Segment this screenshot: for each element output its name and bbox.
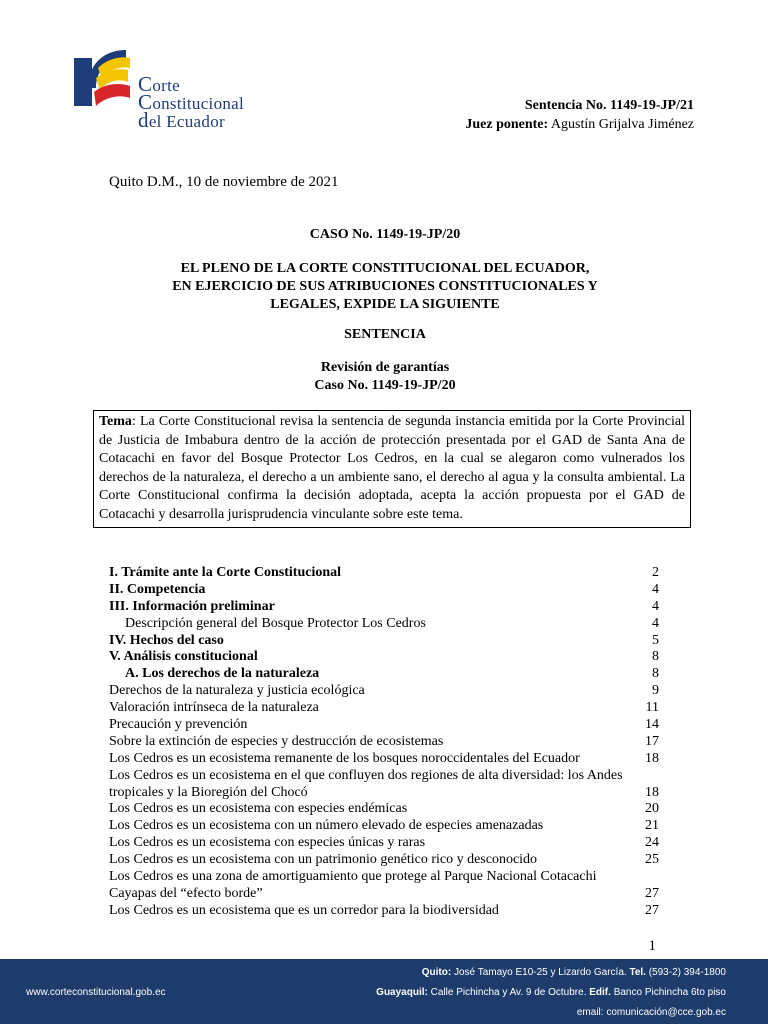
toc-entry-page: 18 bbox=[645, 750, 659, 766]
caso-title: CASO No. 1149-19-JP/20 bbox=[309, 227, 461, 242]
toc-entry[interactable] bbox=[109, 768, 659, 802]
toc-entry-page: 24 bbox=[645, 835, 659, 851]
toc-entry-title: II. Competencia bbox=[109, 581, 206, 597]
footer-quito-address: José Tamayo E10-25 y Lizardo García. bbox=[453, 967, 627, 978]
toc-entry-page: 9 bbox=[652, 683, 659, 699]
footer-bar bbox=[0, 959, 768, 1024]
footer-edif-label: Edif. bbox=[589, 987, 611, 998]
toc-entry[interactable] bbox=[109, 717, 659, 734]
toc-entry-title: Los Cedros es un ecosistema con especies endémicas bbox=[109, 801, 408, 817]
toc-entry[interactable] bbox=[109, 801, 659, 818]
toc-entry[interactable] bbox=[109, 818, 659, 835]
footer-tel-label: Tel. bbox=[629, 967, 646, 978]
toc-entry[interactable] bbox=[109, 633, 659, 650]
footer-email[interactable]: email: comunicación@cce.gob.ec bbox=[576, 1007, 726, 1018]
toc-entry[interactable] bbox=[109, 649, 659, 666]
toc-entry[interactable] bbox=[109, 683, 659, 700]
footer-quito-label: Quito: bbox=[421, 967, 452, 978]
toc-entry[interactable] bbox=[109, 835, 659, 852]
toc-entry[interactable] bbox=[109, 582, 659, 599]
toc-entry-page: 5 bbox=[652, 632, 659, 648]
toc-entry[interactable] bbox=[109, 700, 659, 717]
toc-entry-title: Los Cedros es un ecosistema con especies únicas y raras bbox=[109, 835, 426, 851]
sentencia-number: Sentencia No. 1149-19-JP/21 bbox=[524, 98, 694, 113]
toc-entry-title: Los Cedros es un ecosistema con un patrimonio genético rico y desconocido bbox=[109, 852, 538, 868]
toc-entry-title: Descripción general del Bosque Protector Los Cedros bbox=[125, 615, 426, 631]
footer-edif: Banco Pichincha 6to piso bbox=[613, 987, 726, 998]
toc-entry-title: Valoración intrínseca de la naturaleza bbox=[109, 700, 319, 716]
sentencia-title: SENTENCIA bbox=[344, 327, 426, 342]
footer-website-link[interactable]: www.corteconstitucional.gob.ec bbox=[26, 987, 166, 998]
pleno-line-1: EL PLENO DE LA CORTE CONSTITUCIONAL DEL ECUADOR, bbox=[180, 261, 590, 276]
toc-entry[interactable] bbox=[109, 616, 659, 633]
toc-entry-page: 20 bbox=[645, 801, 659, 817]
logo-line-1: Corte bbox=[138, 72, 180, 96]
footer-guayaquil-address: Calle Pichincha y Av. 9 de Octubre. bbox=[430, 987, 587, 998]
toc-entry-title: I. Trámite ante la Corte Constitucional bbox=[109, 565, 342, 580]
toc-entry-page: 27 bbox=[645, 902, 659, 918]
toc-entry-title: Los Cedros es un ecosistema en el que confluyen dos regiones de alta diversidad: los Andes tropicales y la Bioregión del Chocó bbox=[109, 767, 623, 800]
toc-entry[interactable] bbox=[109, 734, 659, 751]
footer-tel: (593-2) 394-1800 bbox=[648, 967, 726, 978]
revision-line-2: Caso No. 1149-19-JP/20 bbox=[314, 378, 456, 393]
pleno-line-3: LEGALES, EXPIDE LA SIGUIENTE bbox=[270, 297, 500, 312]
toc-entry-page: 17 bbox=[645, 733, 659, 749]
juez-ponente bbox=[465, 115, 694, 134]
tema-label: Tema bbox=[99, 414, 132, 429]
toc-entry-title: Los Cedros es un ecosistema remanente de los bosques noroccidentales del Ecuador bbox=[109, 750, 580, 766]
court-logo bbox=[74, 48, 294, 138]
toc-entry-title: Los Cedros es un ecosistema que es un corredor para la biodiversidad bbox=[109, 902, 499, 918]
toc-entry-page: 4 bbox=[652, 581, 659, 597]
toc-entry-page: 11 bbox=[645, 700, 659, 716]
toc-entry-title: A. Los derechos de la naturaleza bbox=[125, 666, 320, 682]
logo-line-2: Constitucional bbox=[138, 90, 245, 114]
pleno-heading bbox=[100, 260, 670, 314]
juez-label: Juez ponente: bbox=[465, 117, 549, 132]
page-number: 1 bbox=[648, 938, 656, 954]
toc-entry-page: 4 bbox=[652, 615, 659, 631]
toc-entry-page: 8 bbox=[652, 649, 659, 665]
toc-entry[interactable] bbox=[109, 852, 659, 869]
revision-line-1: Revisión de garantías bbox=[320, 360, 450, 375]
tema-text: : La Corte Constitucional revisa la sentencia de segunda instancia emitida por la Corte Provincial de Justicia de Imbabura dentro de la acción de protección presentada por el GAD de Santa Ana de Cotacachi en favor del Bosque Protector Los Cedros, en la cual se alegaron como vulnerados los derechos de la naturaleza, el derecho a un ambiente sano, el derecho al agua y la consulta ambiental. La Corte Constitucional confirma la decisión adoptada, acepta la acción propuesta por el GAD de Cotacachi y desarrolla jurisprudencia vinculante sobre este tema. bbox=[99, 414, 685, 522]
juez-name: Agustín Grijalva Jiménez bbox=[550, 117, 694, 132]
toc-entry[interactable] bbox=[109, 869, 659, 903]
toc-entry-page: 21 bbox=[645, 818, 659, 834]
toc-entry[interactable] bbox=[109, 565, 659, 582]
sentencia-reference bbox=[465, 96, 694, 134]
toc-entry-page: 14 bbox=[645, 717, 659, 733]
footer-guayaquil-line bbox=[376, 987, 726, 998]
toc-entry-page: 8 bbox=[652, 666, 659, 682]
toc-entry-title: Derechos de la naturaleza y justicia ecológica bbox=[109, 683, 365, 699]
toc-entry-title: Sobre la extinción de especies y destrucción de ecosistemas bbox=[109, 733, 444, 749]
toc-entry[interactable] bbox=[109, 751, 659, 768]
toc-entry-title: Los Cedros es una zona de amortiguamiento que protege al Parque Nacional Cotacachi Cayapas del “efecto borde” bbox=[109, 869, 597, 901]
pleno-line-2: EN EJERCICIO DE SUS ATRIBUCIONES CONSTITUCIONALES Y bbox=[172, 279, 598, 294]
table-of-contents bbox=[109, 565, 659, 920]
toc-entry-title: III. Información preliminar bbox=[109, 598, 275, 614]
toc-entry-page: 25 bbox=[645, 852, 659, 868]
toc-entry-page: 2 bbox=[652, 565, 659, 580]
logo-line-3: del Ecuador bbox=[138, 108, 225, 132]
court-emblem-icon bbox=[74, 48, 144, 118]
toc-entry-title: Precaución y prevención bbox=[109, 717, 248, 733]
toc-entry-page: 4 bbox=[652, 598, 659, 614]
toc-entry[interactable] bbox=[109, 903, 659, 920]
footer-guayaquil-label: Guayaquil: bbox=[376, 987, 428, 998]
toc-entry-title: V. Análisis constitucional bbox=[109, 649, 258, 665]
toc-entry[interactable] bbox=[109, 666, 659, 683]
toc-entry-page: 27 bbox=[645, 885, 659, 901]
toc-entry[interactable] bbox=[109, 599, 659, 616]
tema-summary-box bbox=[93, 410, 691, 528]
document-date: Quito D.M., 10 de noviembre de 2021 bbox=[109, 174, 339, 190]
revision-heading bbox=[100, 359, 670, 395]
toc-entry-page: 18 bbox=[645, 784, 659, 800]
toc-entry-title: IV. Hechos del caso bbox=[109, 632, 224, 648]
toc-entry-title: Los Cedros es un ecosistema con un número elevado de especies amenazadas bbox=[109, 818, 544, 834]
footer-quito-line bbox=[422, 967, 726, 978]
